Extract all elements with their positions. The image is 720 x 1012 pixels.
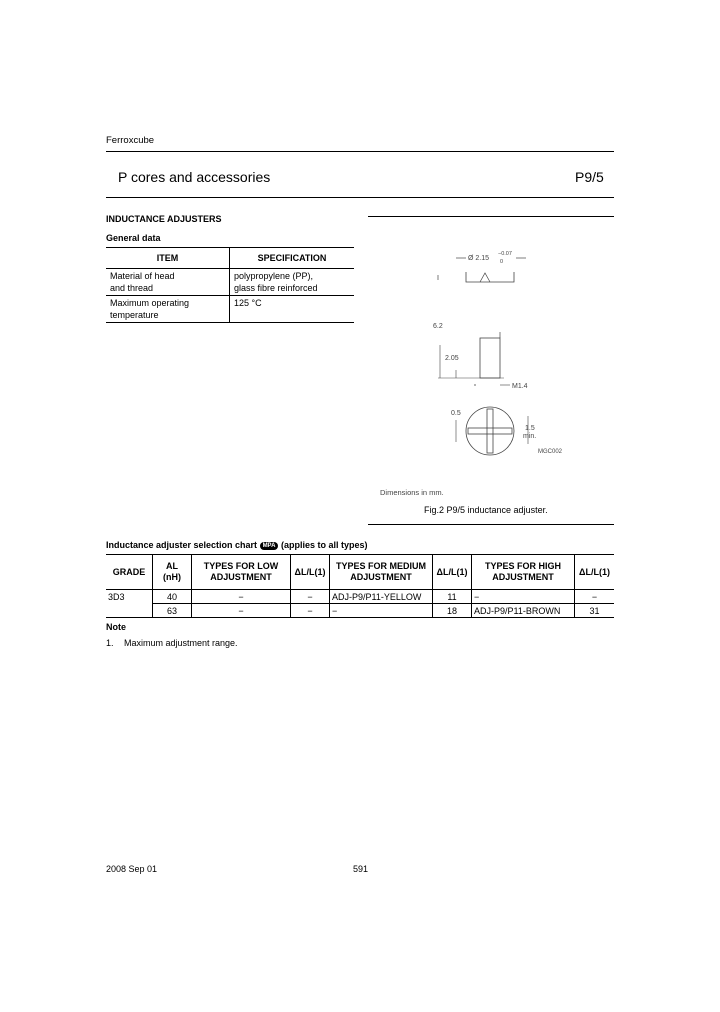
table-cell: ADJ-P9/P11-YELLOW <box>330 590 433 604</box>
header-rule <box>106 151 614 152</box>
mpa-badge: MPA <box>260 542 279 550</box>
general-data-table <box>106 247 354 323</box>
table-cell: ADJ-P9/P11-BROWN <box>472 604 575 618</box>
adjuster-drawing <box>368 220 614 485</box>
table-cell <box>106 604 153 618</box>
col-header-al: AL (nH) <box>153 555 192 590</box>
col-header-ratio-high: ΔL/L(1) <box>575 555 615 590</box>
page-title: P cores and accessories <box>118 169 271 185</box>
col-header-high: TYPES FOR HIGH ADJUSTMENT <box>472 555 575 590</box>
table-cell: 31 <box>575 604 615 618</box>
table-cell: Maximum operating temperature <box>106 296 230 323</box>
col-header-medium: TYPES FOR MEDIUM ADJUSTMENT <box>330 555 433 590</box>
figure-caption: Fig.2 P9/5 inductance adjuster. <box>424 505 548 515</box>
dim-diameter: Ø 2.15 <box>468 255 490 262</box>
table-cell: − <box>472 590 575 604</box>
table-cell: 63 <box>153 604 192 618</box>
table-cell: 40 <box>153 590 192 604</box>
table-cell: − <box>291 604 330 618</box>
brand-name: Ferroxcube <box>106 135 155 146</box>
table-cell: polypropylene (PP), glass fibre reinforced <box>230 269 355 296</box>
col-header-ratio-low: ΔL/L(1) <box>291 555 330 590</box>
table-row <box>106 590 614 604</box>
dimensions-note: Dimensions in mm. <box>380 488 444 497</box>
col-header-low: TYPES FOR LOW ADJUSTMENT <box>192 555 291 590</box>
table-cell: − <box>192 590 291 604</box>
footer-date: 2008 Sep 01 <box>106 864 158 874</box>
table-cell: − <box>330 604 433 618</box>
dim-1-5: 1.5 <box>525 425 535 432</box>
dim-0-5: 0.5 <box>451 410 461 417</box>
table-row <box>106 269 354 296</box>
note-item: 1. Maximum adjustment range. <box>106 638 238 648</box>
col-header-spec: SPECIFICATION <box>230 248 355 269</box>
table-cell: 125 °C <box>230 296 355 323</box>
dim-m1-4: M1.4 <box>512 383 528 390</box>
section-heading: INDUCTANCE ADJUSTERS <box>106 214 222 224</box>
table-cell: − <box>192 604 291 618</box>
table-cell: − <box>291 590 330 604</box>
dim-tol2: 0 <box>500 259 504 265</box>
note-heading: Note <box>106 622 126 632</box>
title-rule <box>106 197 614 198</box>
dim-2-05: 2.05 <box>445 355 459 362</box>
table-cell: 18 <box>433 604 472 618</box>
dim-6-2: 6.2 <box>433 323 443 330</box>
table-cell: 3D3 <box>106 590 153 604</box>
figure-bottom-rule <box>368 524 614 525</box>
table-cell: 11 <box>433 590 472 604</box>
table-cell: − <box>575 590 615 604</box>
table-row <box>106 296 354 323</box>
dim-min: min. <box>523 433 537 440</box>
selection-chart-table <box>106 554 614 618</box>
col-header-grade: GRADE <box>106 555 153 590</box>
figure-top-rule <box>368 216 614 217</box>
table-row <box>106 604 614 618</box>
dim-tol: −0.07 <box>498 251 512 257</box>
col-header-ratio-medium: ΔL/L(1) <box>433 555 472 590</box>
product-code: P9/5 <box>575 169 604 185</box>
selection-heading: Inductance adjuster selection chart MPA (applies to all types) <box>106 540 368 550</box>
figure-code: MGC002 <box>538 449 563 455</box>
page-number: 591 <box>353 864 369 874</box>
table-cell: Material of head and thread <box>106 269 230 296</box>
section-subheading: General data <box>106 233 161 243</box>
col-header-item: ITEM <box>106 248 230 269</box>
